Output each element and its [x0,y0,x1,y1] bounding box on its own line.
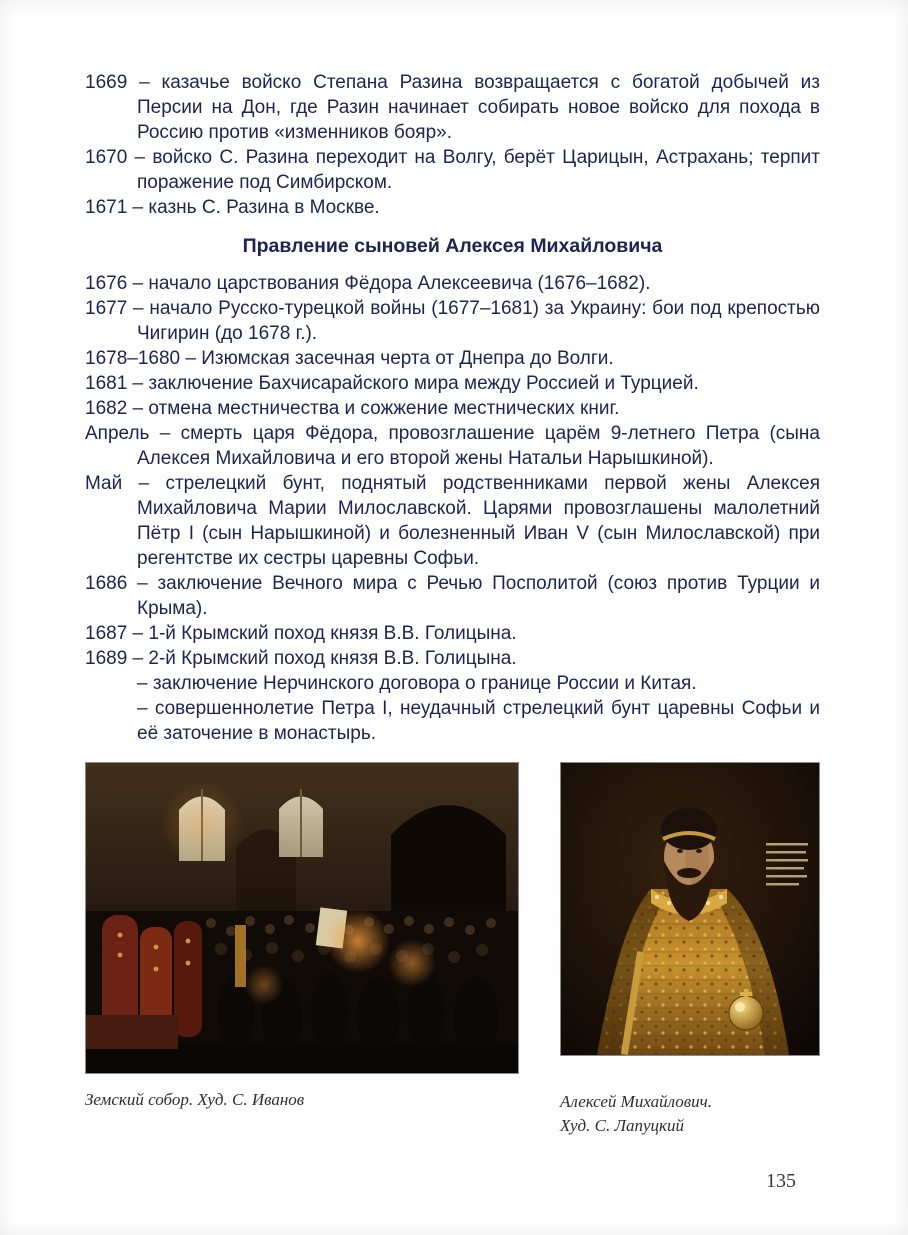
timeline-entry-1689: 1689 – 2-й Крымский поход князя В.В. Голицына. [85,648,517,669]
text-column [85,70,820,1138]
caption-zemsky-sobor: Земский собор. Худ. С. Иванов [85,1090,305,1109]
timeline-entry-1687: 1687 – 1-й Крымский поход князя В.В. Голицына. [85,623,517,644]
section-heading: Правление сыновей Алексея Михайловича [242,235,663,257]
figures-row [85,762,820,1138]
timeline-entry-1682: 1682 – отмена местничества и сожжение местнических книг. [85,398,620,419]
figure-zemsky-sobor [85,762,519,1112]
timeline-entry-1670: 1670 – войско С. Разина переходит на Волгу, берёт Царицын, Астрахань; терпит поражение под Симбирском. [85,147,820,193]
caption-line-2: Худ. С. Лапуцкий [560,1116,684,1135]
caption-line-1: Алексей Михайлович. [560,1092,713,1111]
timeline-entry-1677: 1677 – начало Русско-турецкой войны (1677–1681) за Украину: бои под крепостью Чигирин (до 1678 г.). [85,298,820,344]
timeline-entry-april: Апрель – смерть царя Фёдора, провозглашение царём 9-летнего Петра (сына Алексея Михайловича и его второй жены Натальи Нарышкиной). [85,423,820,469]
timeline-entry-1669: 1669 – казачье войско Степана Разина возвращается с богатой добычей из Персии на Дон, где Разин начинает собирать новое войско для похода в Россию против «изменников бояр». [85,72,820,143]
zemsky-sobor-painting [85,762,519,1074]
timeline-entry-1676: 1676 – начало царствования Фёдора Алексеевича (1676–1682). [85,273,651,294]
caption-alexei-mikhailovich [560,1090,820,1138]
alexei-mikhailovich-portrait [560,762,820,1056]
timeline-entry-sophia: – совершеннолетие Петра I, неудачный стрелецкий бунт царевны Софьи и её заточение в монастырь. [137,698,820,744]
timeline-entry-1686: 1686 – заключение Вечного мира с Речью Посполитой (союз против Турции и Крыма). [85,573,820,619]
timeline-entry-nerchinsk: – заключение Нерчинского договора о границе России и Китая. [137,673,697,694]
page-number: 135 [766,1170,796,1192]
timeline-entry-1681: 1681 – заключение Бахчисарайского мира между Россией и Турцией. [85,373,699,394]
timeline-entry-1678-1680: 1678–1680 – Изюмская засечная черта от Днепра до Волги. [85,348,614,369]
figure-alexei-mikhailovich [560,762,820,1138]
timeline-entry-may: Май – стрелецкий бунт, поднятый родственниками первой жены Алексея Михайловича Марии Милославской. Царями провозглашены малолетний Пётр I (сын Нарышкиной) и болезненный Иван V (сын Милославской) при регентстве их сестры царевны Софьи. [85,473,820,569]
timeline-entry-1671: 1671 – казнь С. Разина в Москве. [85,197,380,218]
